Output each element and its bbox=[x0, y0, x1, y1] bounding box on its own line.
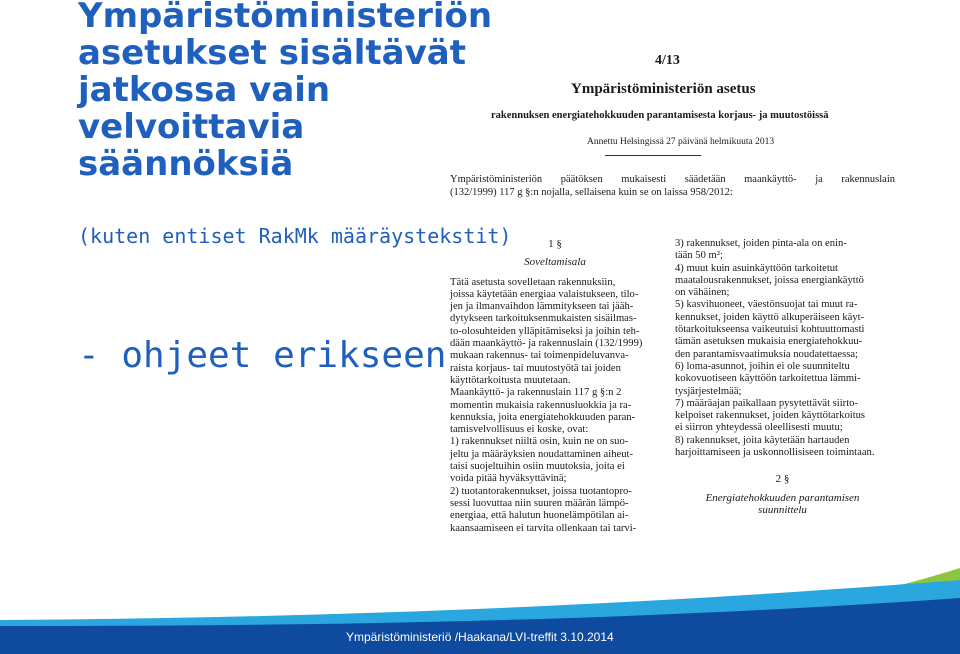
section-2-number: 2 § bbox=[775, 473, 790, 486]
doc-intro-line: (132/1999) 117 g §:n nojalla, sellaisena kuin se on laissa 958/2012: bbox=[450, 187, 733, 198]
doc-text-line: 4) muut kuin asuinkäyttöön tarkoitetut bbox=[675, 262, 839, 274]
section-2-heading bbox=[675, 492, 890, 517]
doc-text-line: harjoittamiseen ja uskonnollisiseen toimintaan. bbox=[675, 447, 875, 459]
section-2-heading-line: suunnittelu bbox=[758, 503, 807, 516]
doc-divider bbox=[605, 155, 701, 156]
document-image bbox=[445, 45, 900, 543]
doc-text-line: kennuksia, joita energiatehokkuuden paran- bbox=[450, 411, 636, 423]
doc-text-line: 7) määräajan paikallaan pysytettävät siirto- bbox=[675, 397, 858, 409]
doc-text-line: tötarkoitukseensa vaikeutuisi kohtuuttomasti bbox=[675, 324, 865, 336]
doc-text-line: tamisvelvollisuus ei koske, ovat: bbox=[450, 424, 589, 436]
footer-text: Ympäristöministeriö /Haakana/LVI-treffit 3.10.2014 bbox=[346, 630, 614, 644]
doc-text-line: 2) tuotantorakennukset, joissa tuotantopro- bbox=[450, 485, 632, 497]
doc-text-line: kennukset, joiden käyttö alkuperäiseen käyt- bbox=[675, 311, 865, 323]
doc-text-line: 1) rakennukset niiltä osin, kuin ne on suo- bbox=[450, 436, 629, 448]
doc-text-line: kokovuotiseen käyttöön tarkoitettua lämmi- bbox=[675, 373, 861, 385]
doc-text-line: maatalousrakennukset, joissa energiankäyttö bbox=[675, 274, 864, 286]
doc-text-line: joissa käytetään energiaa valaistukseen, tilo- bbox=[450, 288, 639, 300]
doc-text-line: jeltu ja määräyksien noudattaminen aiheut- bbox=[450, 448, 633, 460]
doc-text-line: dytykseen tarkoituksenmukaisten sisäilmas- bbox=[450, 313, 637, 325]
doc-text-line: mukaan rakennus- tai toimenpideluvanva- bbox=[450, 350, 629, 362]
doc-text-line: 3) rakennukset, joiden pinta-ala on enin- bbox=[675, 238, 847, 249]
doc-page-number: 4/13 bbox=[655, 53, 680, 68]
doc-subtitle: rakennuksen energiatehokkuuden parantamisesta korjaus- ja muutostöissä bbox=[491, 110, 829, 121]
title-line: säännöksiä bbox=[78, 144, 294, 184]
doc-right-column bbox=[675, 238, 890, 524]
doc-text-line: Tätä asetusta sovelletaan rakennuksiin, bbox=[450, 276, 616, 288]
slide-title bbox=[78, 0, 493, 184]
doc-text-line: dään maankäyttö- ja rakennuslain (132/1999) bbox=[450, 338, 643, 350]
doc-text-line: ei siirron yhteydessä oleellisesti muutu; bbox=[675, 422, 843, 434]
doc-text-line: den parantamisvaatimuksia noudatettaessa; bbox=[675, 348, 858, 360]
title-line: asetukset sisältävät bbox=[78, 33, 466, 73]
doc-text-line: käyttötarkoitusta muutetaan. bbox=[450, 374, 571, 386]
doc-text-line: tämän asetuksen mukaisia energiatehokkuu- bbox=[675, 336, 863, 348]
doc-text-line: momentin mukaisia rakennusluokkia ja ra- bbox=[450, 399, 632, 411]
doc-text-line: voida pitää hyväksyttävinä; bbox=[450, 473, 567, 485]
doc-title: Ympäristöministeriön asetus bbox=[571, 81, 756, 97]
title-line: velvoittavia bbox=[78, 107, 305, 147]
doc-text-line: tysjärjestelmää; bbox=[675, 385, 742, 397]
doc-text-line: to-olosuhteiden ylläpitämiseksi ja joihin teh- bbox=[450, 325, 640, 337]
section-1-heading: Soveltamisala bbox=[524, 256, 586, 269]
title-line: Ympäristöministeriön bbox=[78, 0, 493, 36]
doc-text-line: kaansaamiseen ei tarvita ollenkaan tai tarvi- bbox=[450, 522, 637, 534]
doc-text-line: tään 50 m²; bbox=[675, 250, 723, 262]
doc-intro bbox=[450, 173, 895, 199]
doc-text-line: Maankäyttö- ja rakennuslain 117 g §:n 2 bbox=[450, 387, 622, 399]
doc-text-line: 6) loma-asunnot, joihin ei ole suunniteltu bbox=[675, 360, 850, 372]
doc-text-line: raista korjaus- tai muutostyötä tai joiden bbox=[450, 362, 621, 374]
doc-left-column bbox=[450, 238, 660, 535]
doc-text-line: jen ja ilmanvaihdon lämmitykseen tai jääh- bbox=[450, 301, 634, 313]
doc-date: Annettu Helsingissä 27 päivänä helmikuuta 2013 bbox=[587, 137, 775, 147]
doc-text-line: kelpoiset rakennukset, joiden käyttötarkoitus bbox=[675, 410, 866, 422]
doc-text-line: sessi luovuttaa niin suuren määrän lämpö- bbox=[450, 497, 629, 509]
slide-subtitle: (kuten entiset RakMk määräystekstit) bbox=[78, 224, 512, 248]
doc-text-line: on vähäinen; bbox=[675, 287, 730, 299]
section-2-heading-line: Energiatehokkuuden parantamisen bbox=[705, 491, 860, 504]
doc-text-line: 8) rakennukset, joita käytetään hartauden bbox=[675, 434, 850, 446]
title-line: jatkossa vain bbox=[78, 70, 331, 110]
section-1-number: 1 § bbox=[548, 238, 562, 250]
doc-intro-line: Ympäristöministeriön päätöksen mukaisesti säädetään maankäyttö- ja rakennuslain bbox=[450, 174, 895, 185]
doc-text-line: 5) kasvihuoneet, väestönsuojat tai muut ra- bbox=[675, 299, 858, 311]
bullet-point: - ohjeet erikseen bbox=[78, 335, 447, 376]
doc-text-line: energiaa, että halutun huonelämpötilan ai- bbox=[450, 510, 629, 522]
doc-text-line: taisi suojeltuihin osiin muutoksia, joita ei bbox=[450, 461, 625, 473]
